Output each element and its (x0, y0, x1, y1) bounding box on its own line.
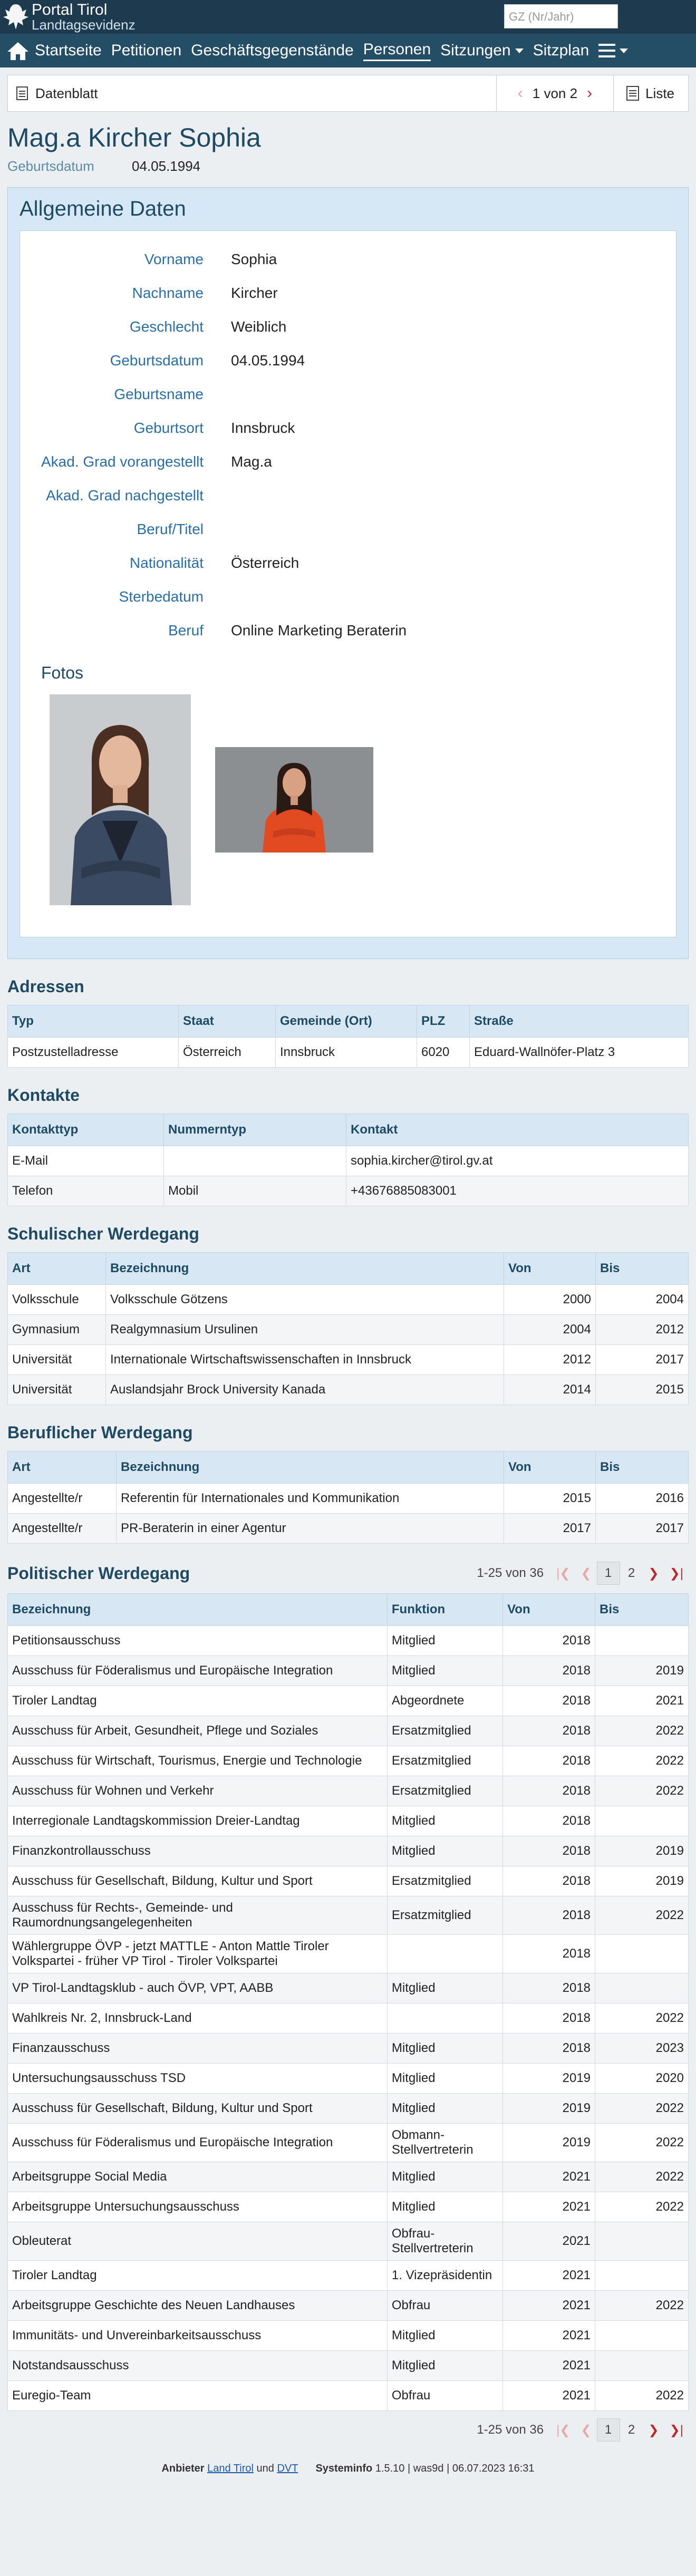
field-value: Sophia (231, 251, 277, 267)
political-pagination-bottom (477, 2418, 689, 2442)
school-heading: Schulischer Werdegang (7, 1224, 199, 1243)
table-cell: 2019 (595, 1866, 689, 1896)
table-row (8, 2033, 689, 2064)
eagle-icon (2, 1, 30, 33)
first-page-icon[interactable]: |❮ (556, 1566, 571, 1581)
table-cell: Innsbruck (276, 1038, 417, 1068)
table-cell: Mobil (164, 1176, 346, 1206)
birth-value: 04.05.1994 (132, 158, 201, 174)
table-cell: 2020 (595, 2064, 689, 2094)
table-row (8, 2162, 689, 2192)
field-row (41, 377, 655, 411)
table-cell: Ersatzmitglied (387, 1866, 502, 1896)
col-bis: Bis (596, 1253, 689, 1285)
table-cell: 2019 (595, 1656, 689, 1686)
table-cell: 2018 (503, 1866, 595, 1896)
col-gemeinde: Gemeinde (Ort) (276, 1005, 417, 1038)
table-cell: Angestellte/r (8, 1514, 117, 1544)
col-kontakt: Kontakt (346, 1114, 689, 1146)
col-von: Von (504, 1451, 596, 1484)
portrait-photo-2[interactable] (215, 747, 373, 853)
table-cell: 2021 (503, 2261, 595, 2291)
field-row (41, 479, 655, 512)
chevron-down-icon (620, 49, 628, 53)
chevron-down-icon (515, 49, 524, 53)
page-2-button[interactable]: 2 (627, 2423, 635, 2437)
field-row (41, 243, 655, 276)
col-funktion: Funktion (387, 1594, 502, 1626)
field-row (41, 445, 655, 479)
table-cell: Petitionsausschuss (8, 1626, 388, 1656)
table-cell: 2022 (595, 2094, 689, 2124)
table-cell: VP Tirol-Landtagsklub - auch ÖVP, VPT, AABB (8, 1973, 388, 2003)
nav-sitzungen-label: Sitzungen (440, 42, 511, 59)
table-cell: 2018 (503, 1626, 595, 1656)
table-cell: Mitglied (387, 1973, 502, 2003)
table-cell: Ausschuss für Rechts-, Gemeinde- und Raumordnungsangelegenheiten (8, 1896, 388, 1935)
table-cell: Ausschuss für Wirtschaft, Tourismus, Energie und Technologie (8, 1746, 388, 1776)
col-typ: Typ (8, 1005, 179, 1038)
table-cell: Mitglied (387, 2351, 502, 2381)
field-label: Akad. Grad vorangestellt (41, 453, 204, 470)
political-pagination-top (477, 1562, 689, 1585)
table-cell: Arbeitsgruppe Social Media (8, 2162, 388, 2192)
table-cell: Immunitäts- und Unvereinbarkeitsausschuss (8, 2321, 388, 2351)
table-row (8, 2064, 689, 2094)
table-cell: Ausschuss für Föderalismus und Europäische Integration (8, 2124, 388, 2162)
table-cell: 2018 (503, 1935, 595, 1973)
col-bezeichnung: Bezeichnung (8, 1594, 388, 1626)
table-cell: 2021 (503, 2192, 595, 2222)
table-cell (387, 1935, 502, 1973)
contacts-heading: Kontakte (7, 1086, 80, 1105)
field-label: Beruf/Titel (137, 521, 204, 537)
field-label: Geburtsdatum (110, 352, 204, 369)
gz-search-input[interactable]: GZ (Nr/Jahr) (504, 4, 618, 28)
field-value: Mag.a (231, 453, 272, 470)
school-table (7, 1252, 689, 1405)
table-cell: 2017 (596, 1514, 689, 1544)
field-label: Sterbedatum (119, 588, 204, 605)
range-text: 1-25 von 36 (477, 1566, 544, 1580)
table-cell: 2022 (595, 2192, 689, 2222)
table-cell: Ausschuss für Wohnen und Verkehr (8, 1776, 388, 1806)
pager-text: 1 von 2 (532, 85, 578, 101)
field-row (41, 310, 655, 344)
table-cell: 2015 (504, 1484, 596, 1514)
field-label: Nachname (132, 285, 204, 301)
table-cell (595, 2351, 689, 2381)
next-page-icon[interactable]: ❯ (648, 1566, 659, 1581)
table-cell: Mitglied (387, 2094, 502, 2124)
table-cell: Österreich (179, 1038, 276, 1068)
table-cell: Eduard-Wallnöfer-Platz 3 (470, 1038, 689, 1068)
list-label: Liste (645, 85, 674, 101)
col-bis: Bis (596, 1451, 689, 1484)
field-row (41, 411, 655, 445)
table-row (8, 2124, 689, 2162)
next-page-icon[interactable]: ❯ (648, 2423, 659, 2437)
addresses-heading: Adressen (7, 977, 84, 996)
portal-subtitle: Landtagsevidenz (32, 17, 136, 33)
col-von: Von (504, 1253, 596, 1285)
field-value: Kircher (231, 285, 278, 301)
top-header (0, 0, 696, 34)
field-row (41, 614, 655, 647)
table-row (8, 1285, 689, 1315)
birth-label: Geburtsdatum (7, 158, 94, 174)
table-cell: 2000 (504, 1285, 596, 1315)
table-cell: Referentin für Internationales und Kommunikation (117, 1484, 504, 1514)
table-cell: 2022 (595, 2124, 689, 2162)
prev-record-icon[interactable]: ‹ (517, 84, 523, 102)
table-row (8, 2094, 689, 2124)
table-row (8, 2381, 689, 2411)
table-cell: Ersatzmitglied (387, 1776, 502, 1806)
table-row (8, 1686, 689, 1716)
table-cell: 2022 (595, 2162, 689, 2192)
table-row (8, 1626, 689, 1656)
field-value: Weiblich (231, 318, 287, 335)
table-cell: Mitglied (387, 2033, 502, 2064)
nav-geschaeftsgegenstaende[interactable]: Geschäftsgegenstände (191, 42, 354, 59)
table-cell: 2018 (503, 1836, 595, 1866)
table-row (8, 2003, 689, 2033)
table-cell: 2019 (595, 1836, 689, 1866)
table-cell: 2018 (503, 2033, 595, 2064)
sysinfo-value: 1.5.10 | was9d | 06.07.2023 16:31 (375, 2463, 535, 2474)
datasheet-label: Datenblatt (35, 85, 98, 101)
table-cell: 2021 (503, 2162, 595, 2192)
field-value: Innsbruck (231, 420, 295, 436)
table-row (8, 1836, 689, 1866)
table-cell: Tiroler Landtag (8, 2261, 388, 2291)
table-row (8, 2351, 689, 2381)
table-cell: Obfrau-Stellvertreterin (387, 2222, 502, 2261)
nav-petitionen[interactable]: Petitionen (111, 42, 182, 59)
table-cell: Mitglied (387, 1836, 502, 1866)
table-row (8, 1484, 689, 1514)
field-row (41, 546, 655, 580)
table-cell: 2022 (595, 1716, 689, 1746)
table-cell (595, 2222, 689, 2261)
career-heading: Beruflicher Werdegang (7, 1423, 193, 1442)
table-cell (387, 2003, 502, 2033)
table-cell: Universität (8, 1375, 106, 1405)
dvt-link[interactable]: DVT (277, 2463, 298, 2474)
last-page-icon[interactable]: ❯| (669, 1566, 683, 1581)
table-cell: Realgymnasium Ursulinen (106, 1315, 504, 1345)
table-cell: Finanzausschuss (8, 2033, 388, 2064)
table-cell: Mitglied (387, 1806, 502, 1836)
datasheet-tab[interactable] (8, 85, 98, 102)
political-table (7, 1593, 689, 2411)
table-cell (595, 1935, 689, 1973)
table-cell: 2012 (504, 1345, 596, 1375)
table-cell: 2018 (503, 2003, 595, 2033)
col-plz: PLZ (417, 1005, 470, 1038)
table-cell: 2021 (503, 2381, 595, 2411)
table-cell: Telefon (8, 1176, 164, 1206)
table-cell: 2022 (595, 1776, 689, 1806)
next-record-icon[interactable]: › (587, 84, 593, 102)
table-cell: 2021 (503, 2222, 595, 2261)
table-cell: Tiroler Landtag (8, 1686, 388, 1716)
table-cell: 2018 (503, 1686, 595, 1716)
table-row (8, 1716, 689, 1746)
contacts-table (7, 1113, 689, 1206)
field-label: Geburtsname (114, 386, 204, 402)
table-row (8, 1746, 689, 1776)
table-cell: 2017 (504, 1514, 596, 1544)
table-cell: 6020 (417, 1038, 470, 1068)
land-tirol-link[interactable]: Land Tirol (207, 2463, 254, 2474)
table-cell: 2019 (503, 2124, 595, 2162)
document-icon (16, 86, 28, 100)
table-row (8, 1514, 689, 1544)
table-cell: Interregionale Landtagskommission Dreier-Landtag (8, 1806, 388, 1836)
field-label: Vorname (144, 251, 204, 267)
table-cell: 2022 (595, 1896, 689, 1935)
table-cell: PR-Beraterin in einer Agentur (117, 1514, 504, 1544)
col-nummerntyp: Nummerntyp (164, 1114, 346, 1146)
home-icon[interactable] (6, 40, 30, 61)
nav-sitzungen[interactable] (440, 42, 523, 60)
table-cell: Abgeordnete (387, 1686, 502, 1716)
table-cell: Universität (8, 1345, 106, 1375)
table-cell: 2022 (595, 2291, 689, 2321)
col-staat: Staat (179, 1005, 276, 1038)
col-bezeichnung: Bezeichnung (106, 1253, 504, 1285)
prev-page-icon[interactable]: ❮ (581, 1566, 592, 1581)
col-art: Art (8, 1451, 117, 1484)
table-cell: Arbeitsgruppe Untersuchungsausschuss (8, 2192, 388, 2222)
table-cell: sophia.kircher@tirol.gv.at (346, 1146, 689, 1176)
table-row (8, 2222, 689, 2261)
table-cell: Auslandsjahr Brock University Kanada (106, 1375, 504, 1405)
table-cell: Ausschuss für Gesellschaft, Bildung, Kultur und Sport (8, 1866, 388, 1896)
table-cell: Obleuterat (8, 2222, 388, 2261)
table-cell: Ersatzmitglied (387, 1746, 502, 1776)
portal-title: Portal Tirol (32, 1, 108, 18)
table-cell: Ausschuss für Föderalismus und Europäische Integration (8, 1656, 388, 1686)
field-row (41, 580, 655, 614)
table-cell: 2023 (595, 2033, 689, 2064)
page-title: Mag.a Kircher Sophia (7, 123, 261, 152)
table-row (8, 1315, 689, 1345)
range-text: 1-25 von 36 (477, 2423, 544, 2437)
table-cell: 2018 (503, 1973, 595, 2003)
table-cell (164, 1146, 346, 1176)
table-cell: Obfrau (387, 2291, 502, 2321)
field-row (41, 344, 655, 377)
table-cell: Obfrau (387, 2381, 502, 2411)
table-cell: 2019 (503, 2094, 595, 2124)
table-cell: Volksschule (8, 1285, 106, 1315)
table-cell: 2021 (503, 2291, 595, 2321)
table-cell: Finanzkontrollausschuss (8, 1836, 388, 1866)
page-footer (0, 2463, 696, 2475)
and-text: und (256, 2463, 274, 2474)
table-cell: Arbeitsgruppe Geschichte des Neuen Landhauses (8, 2291, 388, 2321)
table-row (8, 2291, 689, 2321)
nav-startseite[interactable]: Startseite (35, 42, 102, 59)
general-data-card (20, 230, 676, 937)
col-bis: Bis (595, 1594, 689, 1626)
table-row (8, 2192, 689, 2222)
birth-summary (7, 158, 689, 175)
table-row (8, 1806, 689, 1836)
table-cell: 2021 (595, 1686, 689, 1716)
table-row (8, 1935, 689, 1973)
table-cell: 2022 (595, 2381, 689, 2411)
table-cell: Obmann-Stellvertreterin (387, 2124, 502, 2162)
table-cell: Postzustelladresse (8, 1038, 179, 1068)
table-cell: 2018 (503, 1896, 595, 1935)
table-cell: 2018 (503, 1806, 595, 1836)
table-cell: 2014 (504, 1375, 596, 1405)
field-value: 04.05.1994 (231, 352, 305, 369)
field-row (41, 276, 655, 310)
record-toolbar (7, 75, 689, 112)
page-1-button[interactable]: 1 (597, 2418, 620, 2442)
provider-label: Anbieter (161, 2463, 205, 2474)
table-row (8, 1176, 689, 1206)
table-cell: Mitglied (387, 1626, 502, 1656)
nav-sitzplan[interactable]: Sitzplan (533, 42, 589, 59)
table-cell: 2019 (503, 2064, 595, 2094)
table-cell: Ausschuss für Arbeit, Gesundheit, Pflege und Soziales (8, 1716, 388, 1746)
page-1-button[interactable]: 1 (597, 1562, 620, 1585)
general-data-panel (7, 187, 689, 959)
sysinfo-label: Systeminfo (315, 2463, 373, 2474)
page-2-button[interactable]: 2 (627, 1566, 635, 1580)
prev-page-icon[interactable]: ❮ (581, 2423, 592, 2437)
table-cell: Untersuchungsausschuss TSD (8, 2064, 388, 2094)
table-row (8, 1973, 689, 2003)
main-navbar (0, 34, 696, 67)
list-button[interactable] (614, 85, 688, 102)
table-cell: Ersatzmitglied (387, 1896, 502, 1935)
table-row (8, 1656, 689, 1686)
photos-row (41, 694, 655, 905)
table-cell: Wählergruppe ÖVP - jetzt MATTLE - Anton Mattle Tiroler Volkspartei - früher VP Tirol - Tiroler Volkspartei (8, 1935, 388, 1973)
career-table (7, 1451, 689, 1544)
table-cell: 2018 (503, 1656, 595, 1686)
portrait-photo[interactable] (50, 694, 191, 905)
record-pager (496, 75, 614, 111)
table-cell: 2021 (503, 2351, 595, 2381)
table-row (8, 1146, 689, 1176)
table-row (8, 1345, 689, 1375)
table-row (8, 2261, 689, 2291)
table-cell: Mitglied (387, 2321, 502, 2351)
table-cell (595, 2321, 689, 2351)
table-cell: 2018 (503, 1776, 595, 1806)
table-row (8, 1375, 689, 1405)
table-cell: 2022 (595, 1746, 689, 1776)
table-cell: Gymnasium (8, 1315, 106, 1345)
table-cell: Internationale Wirtschaftswissenschaften in Innsbruck (106, 1345, 504, 1375)
table-row (8, 1896, 689, 1935)
table-cell: 2012 (596, 1315, 689, 1345)
table-cell: 2017 (596, 1345, 689, 1375)
col-strasse: Straße (470, 1005, 689, 1038)
nav-more-menu[interactable] (598, 44, 628, 57)
col-kontakttyp: Kontakttyp (8, 1114, 164, 1146)
table-row (8, 1038, 689, 1068)
political-heading: Politischer Werdegang (7, 1563, 190, 1583)
table-cell: 2018 (503, 1716, 595, 1746)
field-value: Online Marketing Beraterin (231, 622, 407, 638)
table-cell: 2016 (596, 1484, 689, 1514)
table-cell: 2004 (504, 1315, 596, 1345)
photos-heading: Fotos (41, 663, 84, 682)
general-fields (41, 243, 655, 647)
table-cell: Mitglied (387, 2192, 502, 2222)
field-label: Geschlecht (129, 318, 204, 335)
field-label: Nationalität (129, 555, 204, 571)
field-label: Geburtsort (133, 420, 204, 436)
col-bezeichnung: Bezeichnung (117, 1451, 504, 1484)
field-row (41, 512, 655, 546)
addresses-table (7, 1005, 689, 1068)
table-cell: Mitglied (387, 2162, 502, 2192)
table-cell: Ausschuss für Gesellschaft, Bildung, Kultur und Sport (8, 2094, 388, 2124)
field-value: Österreich (231, 555, 299, 571)
table-cell (595, 1806, 689, 1836)
table-cell: Notstandsausschuss (8, 2351, 388, 2381)
table-cell (595, 2261, 689, 2291)
table-cell: Ersatzmitglied (387, 1716, 502, 1746)
table-cell: Volksschule Götzens (106, 1285, 504, 1315)
table-row (8, 1866, 689, 1896)
table-row (8, 1776, 689, 1806)
table-cell: 2004 (596, 1285, 689, 1315)
table-cell: Mitglied (387, 1656, 502, 1686)
table-cell: Mitglied (387, 2064, 502, 2094)
table-cell (595, 1626, 689, 1656)
last-page-icon[interactable]: ❯| (669, 2423, 683, 2437)
table-cell: E-Mail (8, 1146, 164, 1176)
portal-logo[interactable] (0, 1, 136, 33)
first-page-icon[interactable]: |❮ (556, 2423, 571, 2437)
nav-personen[interactable]: Personen (363, 41, 431, 61)
table-cell: 2018 (503, 1746, 595, 1776)
table-cell: 2021 (503, 2321, 595, 2351)
field-label: Beruf (168, 622, 204, 638)
general-data-heading: Allgemeine Daten (20, 197, 186, 220)
col-von: Von (503, 1594, 595, 1626)
table-cell: Euregio-Team (8, 2381, 388, 2411)
table-cell: 1. Vizepräsidentin (387, 2261, 502, 2291)
table-cell: 2015 (596, 1375, 689, 1405)
hamburger-icon (598, 44, 615, 57)
table-row (8, 2321, 689, 2351)
field-label: Akad. Grad nachgestellt (46, 487, 204, 503)
list-icon (626, 86, 639, 101)
table-cell: Angestellte/r (8, 1484, 117, 1514)
table-cell: Wahlkreis Nr. 2, Innsbruck-Land (8, 2003, 388, 2033)
table-cell (595, 1973, 689, 2003)
table-cell: +43676885083001 (346, 1176, 689, 1206)
col-art: Art (8, 1253, 106, 1285)
table-cell: 2022 (595, 2003, 689, 2033)
